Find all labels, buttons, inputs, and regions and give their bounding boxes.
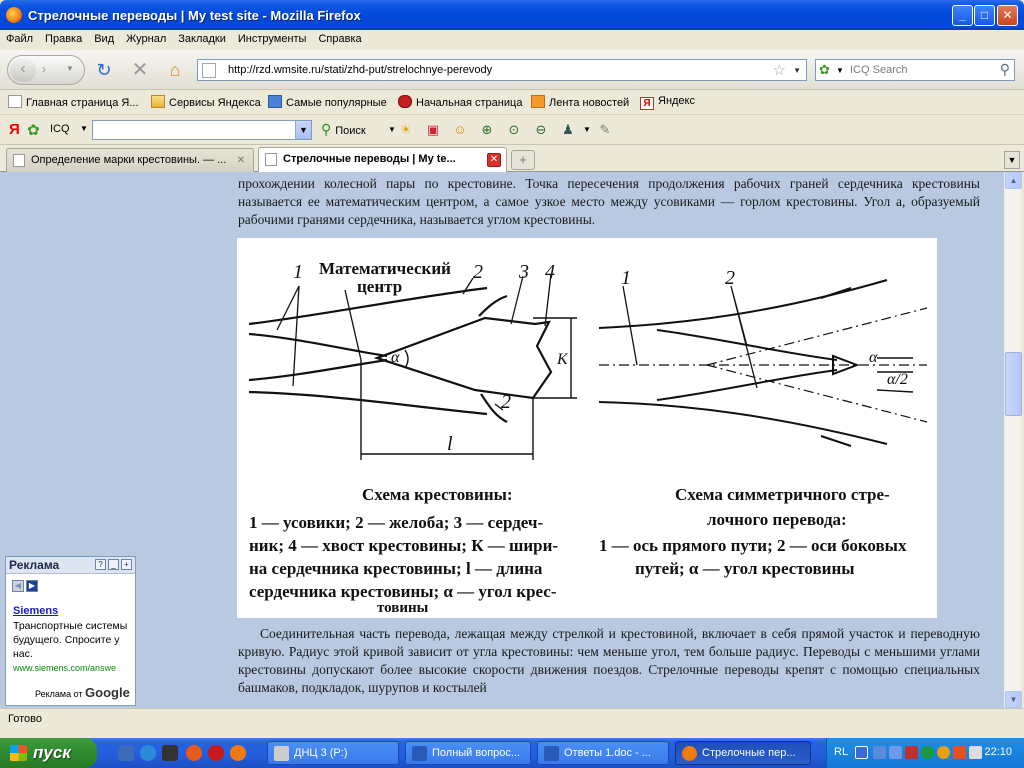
ad-text: Транспортные системы будущего. Спросите у нас. xyxy=(13,620,128,660)
wing-rail-bottom xyxy=(249,392,487,414)
ad-link[interactable]: Siemens xyxy=(13,605,59,617)
firefox-icon xyxy=(682,746,697,761)
yandex-search-input[interactable] xyxy=(92,120,312,140)
minimize-button[interactable]: _ xyxy=(952,5,973,26)
wing-rail-top-inner xyxy=(249,334,387,356)
label-alpha: α xyxy=(391,349,400,366)
bookmark-start-page[interactable] xyxy=(398,95,522,109)
right-caption-line-1: 1 — ось прямого пути; 2 — оси боковых xyxy=(599,536,907,555)
turnout-rail-bottom xyxy=(599,402,887,444)
paragraph-top: прохождении колесной пары по крестовине. Точка пересечения продолжения рабочих граней сердечника крестовины называется ее математическим центром, а самое узкое место между усовиками — горлом крестовины. Угол а, образуемый рабочими гранями сердечника, называется углом крестовины. xyxy=(238,176,980,227)
tab-bar xyxy=(0,145,1024,172)
crossing-figure xyxy=(237,238,937,618)
label-right-2: 2 xyxy=(725,267,735,289)
help-icon[interactable]: ? xyxy=(95,559,106,570)
window-title: Стрелочные переводы | My test site - Mozilla Firefox xyxy=(28,8,361,23)
back-button[interactable]: ‹ xyxy=(10,58,36,82)
search-box[interactable] xyxy=(815,59,1015,81)
app-tray-icon[interactable] xyxy=(953,746,966,759)
firefox-icon xyxy=(6,7,22,23)
windows-logo-icon xyxy=(10,745,27,761)
bookmark-label: Лента новостей xyxy=(549,97,630,109)
tray-arrow-icon[interactable] xyxy=(855,746,868,759)
menu-help[interactable]: Справка xyxy=(318,33,362,45)
history-dropdown-icon[interactable]: ▼ xyxy=(66,64,74,73)
close-button[interactable]: ✕ xyxy=(997,5,1018,26)
expand-icon[interactable]: + xyxy=(121,559,132,570)
frog-core xyxy=(377,318,551,398)
label-right-1: 1 xyxy=(621,267,631,289)
address-url[interactable]: http://rzd.wmsite.ru/stati/zhd-put/strelochnye-perevody xyxy=(228,64,493,76)
page-icon xyxy=(265,153,277,166)
drive-icon xyxy=(274,746,289,761)
next-ad-icon[interactable]: ▶ xyxy=(26,580,38,592)
task-label: Полный вопрос... xyxy=(432,747,521,759)
bookmark-news-feed[interactable] xyxy=(531,95,629,109)
figure-svg xyxy=(237,238,937,618)
forward-button[interactable]: › xyxy=(42,62,46,76)
opera-icon[interactable] xyxy=(208,745,224,761)
traffic-car-icon[interactable]: ▣ xyxy=(426,122,440,137)
mail-icon[interactable]: ☺ xyxy=(453,122,467,137)
navigation-toolbar xyxy=(0,50,1024,90)
guard-rails xyxy=(821,288,851,446)
volume-icon[interactable] xyxy=(969,746,982,759)
folder-icon xyxy=(151,95,165,108)
label-1: 1 xyxy=(293,261,303,283)
bookmark-yandex[interactable] xyxy=(640,95,695,110)
page-icon xyxy=(8,95,22,108)
menu-edit[interactable]: Правка xyxy=(45,33,83,45)
bookmark-label: Самые популярные xyxy=(286,97,387,109)
scroll-up-icon[interactable]: ▲ xyxy=(1005,172,1022,189)
security-icon[interactable] xyxy=(905,746,918,759)
tab-switches[interactable] xyxy=(258,147,507,173)
search-icon[interactable]: ⚲ xyxy=(999,61,1010,77)
left-caption-line-1: 1 — усовики; 2 — желоба; 3 — сердеч- xyxy=(249,513,544,532)
search-engine-dropdown-icon[interactable]: ▼ xyxy=(836,66,844,75)
bookmark-most-popular[interactable] xyxy=(268,95,387,109)
label-math-center-1: Математический xyxy=(319,259,451,278)
icq-flower-icon[interactable]: ✿ xyxy=(27,122,40,139)
app-icon[interactable] xyxy=(186,745,202,761)
address-bar[interactable] xyxy=(197,59,807,81)
k-dimension xyxy=(533,318,577,398)
search-dropdown-icon[interactable]: ▼ xyxy=(388,125,396,134)
task-label: Ответы 1.doc - ... xyxy=(564,747,651,759)
start-label: пуск xyxy=(33,743,71,762)
label-right-alpha: α xyxy=(869,349,878,366)
left-caption-line-3: на сердечника крестовины; l — длина xyxy=(249,559,543,578)
new-tab-button[interactable]: + xyxy=(511,150,535,170)
firefox-icon[interactable] xyxy=(230,745,246,761)
title-bar[interactable] xyxy=(0,0,1024,30)
ad-nav xyxy=(12,579,40,592)
icq-flower-icon[interactable]: ✿ xyxy=(819,62,830,77)
ad-block xyxy=(5,556,136,706)
maximize-button[interactable]: □ xyxy=(974,5,995,26)
leader-3 xyxy=(511,276,523,324)
bookmark-label: Яндекс xyxy=(658,95,695,107)
google-logo: Google xyxy=(85,685,130,700)
zoom-out-icon[interactable]: ⊖ xyxy=(535,122,547,137)
bookmarks-bar xyxy=(0,90,1024,115)
desktop-icon[interactable] xyxy=(118,745,134,761)
label-2: 2 xyxy=(473,261,483,283)
turnout-rail-inner-bottom xyxy=(657,370,837,400)
start-button[interactable] xyxy=(0,738,97,768)
user-icon[interactable]: ♟ xyxy=(562,122,574,137)
menu-tools[interactable]: Инструменты xyxy=(237,33,307,45)
yandex-search-button[interactable] xyxy=(321,121,366,138)
label-3: 3 xyxy=(519,261,529,283)
ad-title: Реклама xyxy=(9,558,60,572)
zoom-icon[interactable]: ⊙ xyxy=(508,122,520,137)
scroll-down-icon[interactable]: ▼ xyxy=(1005,691,1022,708)
left-caption-line-4: сердечника крестовины; α — угол крес- xyxy=(249,582,557,601)
address-dropdown-icon[interactable]: ▼ xyxy=(793,66,801,75)
bookmark-label: Начальная страница xyxy=(416,97,523,109)
menu-history[interactable]: Журнал xyxy=(126,33,167,45)
bookmark-label: Сервисы Яндекса xyxy=(169,97,261,109)
bookmark-label: Главная страница Я... xyxy=(26,97,139,109)
home-icon[interactable]: ⌂ xyxy=(169,60,181,80)
yandex-toolbar xyxy=(0,115,1024,145)
antivirus-icon[interactable] xyxy=(921,746,934,759)
label-right-alpha-half: α/2 xyxy=(887,371,908,388)
search-input[interactable]: ICQ Search xyxy=(850,64,908,76)
label-l: l xyxy=(447,433,453,455)
icq-label[interactable]: ICQ xyxy=(50,123,70,135)
highlighter-icon[interactable]: ✎ xyxy=(599,122,611,137)
task-dnc-drive[interactable] xyxy=(267,741,399,765)
label-2b: 2 xyxy=(501,391,511,413)
page-icon xyxy=(202,63,216,78)
left-caption-line-2: ник; 4 — хвост крестовины; К — шири- xyxy=(249,536,559,555)
label-k: К xyxy=(557,351,568,368)
back-forward-group xyxy=(7,55,85,85)
start-page-icon xyxy=(398,95,412,108)
ie-icon[interactable] xyxy=(140,745,156,761)
close-tab-icon[interactable]: ✕ xyxy=(487,153,501,167)
left-caption-title: Схема крестовины: xyxy=(362,485,513,504)
rss-icon xyxy=(531,95,545,108)
icq-tray-icon[interactable] xyxy=(937,746,950,759)
network-icon-2[interactable] xyxy=(889,746,902,759)
menu-bar xyxy=(0,30,1024,50)
search-button-label: Поиск xyxy=(335,125,366,137)
task-label: Стрелочные пер... xyxy=(702,747,796,759)
menu-bookmarks[interactable]: Закладки xyxy=(178,33,226,45)
close-tab-icon[interactable]: ✕ xyxy=(236,155,246,166)
task-full-question[interactable] xyxy=(405,741,531,765)
scroll-thumb[interactable] xyxy=(1005,352,1022,416)
ad-attribution-prefix: Реклама от xyxy=(35,689,83,699)
popular-icon xyxy=(268,95,282,108)
wing-rail-bottom-inner xyxy=(249,360,387,380)
label-4: 4 xyxy=(545,261,555,283)
language-indicator[interactable]: RL xyxy=(834,746,849,758)
taskbar xyxy=(0,738,1024,768)
ad-url[interactable]: www.siemens.com/answe xyxy=(13,663,117,673)
weather-icon[interactable]: ☀ xyxy=(400,122,412,137)
page-icon xyxy=(13,154,25,167)
task-answers-doc[interactable] xyxy=(537,741,669,765)
flangeway-top xyxy=(479,296,507,316)
tab-label: Стрелочные переводы | My te... xyxy=(283,153,456,165)
media-icon[interactable] xyxy=(162,745,178,761)
right-caption-title-1: Схема симметричного стре- xyxy=(675,485,890,504)
left-caption-line-5: товины xyxy=(377,600,429,616)
bookmark-star-icon[interactable]: ☆ xyxy=(772,62,786,79)
user-dropdown-icon[interactable]: ▼ xyxy=(583,125,591,134)
label-math-center-2: центр xyxy=(357,277,403,296)
ad-attribution[interactable] xyxy=(35,685,130,700)
word-icon xyxy=(544,746,559,761)
task-firefox[interactable] xyxy=(675,741,811,765)
paragraph-bottom: Соединительная часть перевода, лежащая между стрелкой и крестовиной, включает в себя прямой участок и переводную кривую. Радиус этой кривой зависит от угла крестовины: чем меньше угол, тем больше радиус. Переводы с меньшими углами крестовины допускают более высокие скорости движения поездов. Стрелочные переводы крепят с помощью специальных башмаков, подкладок, шурупов и костылей xyxy=(238,626,980,695)
zoom-in-icon[interactable]: ⊕ xyxy=(481,122,493,137)
prev-ad-icon[interactable]: ◀ xyxy=(12,580,24,592)
reload-icon[interactable]: ↻ xyxy=(96,60,112,80)
tab-label: Определение марки крестовины. — ... xyxy=(31,154,227,166)
bookmark-yandex-services[interactable] xyxy=(151,95,261,109)
page-content xyxy=(0,172,1004,708)
network-icon[interactable] xyxy=(873,746,886,759)
tab-crossing-mark[interactable] xyxy=(6,148,254,172)
right-caption-title-2: лочного перевода: xyxy=(707,510,847,529)
menu-view[interactable]: Вид xyxy=(94,33,115,45)
right-caption-line-2: путей; α — угол крестовины xyxy=(635,559,855,578)
bookmark-yandex-home[interactable] xyxy=(8,95,139,109)
yandex-icon: Я xyxy=(640,97,654,110)
system-tray xyxy=(826,738,1024,768)
alpha-arc xyxy=(405,350,408,368)
stop-icon[interactable]: ✕ xyxy=(131,59,149,81)
tab-list-button[interactable]: ▼ xyxy=(1004,151,1020,169)
clock[interactable]: 22:10 xyxy=(984,746,1012,758)
status-text: Готово xyxy=(8,713,42,725)
search-icon: ⚲ xyxy=(321,121,332,137)
ad-header xyxy=(6,557,135,574)
minimize-icon[interactable]: _ xyxy=(108,559,119,570)
status-bar xyxy=(0,708,1024,730)
task-label: ДНЦ 3 (P:) xyxy=(294,747,348,759)
leader-1 xyxy=(277,286,299,386)
word-icon xyxy=(412,746,427,761)
icq-dropdown-icon[interactable]: ▼ xyxy=(80,124,88,133)
chevron-down-icon[interactable]: ▼ xyxy=(295,121,311,139)
menu-file[interactable]: Файл xyxy=(6,33,34,45)
turnout-rail-top xyxy=(599,280,887,328)
yandex-logo-icon[interactable]: Я xyxy=(9,121,20,138)
vertical-scrollbar[interactable] xyxy=(1004,172,1021,708)
